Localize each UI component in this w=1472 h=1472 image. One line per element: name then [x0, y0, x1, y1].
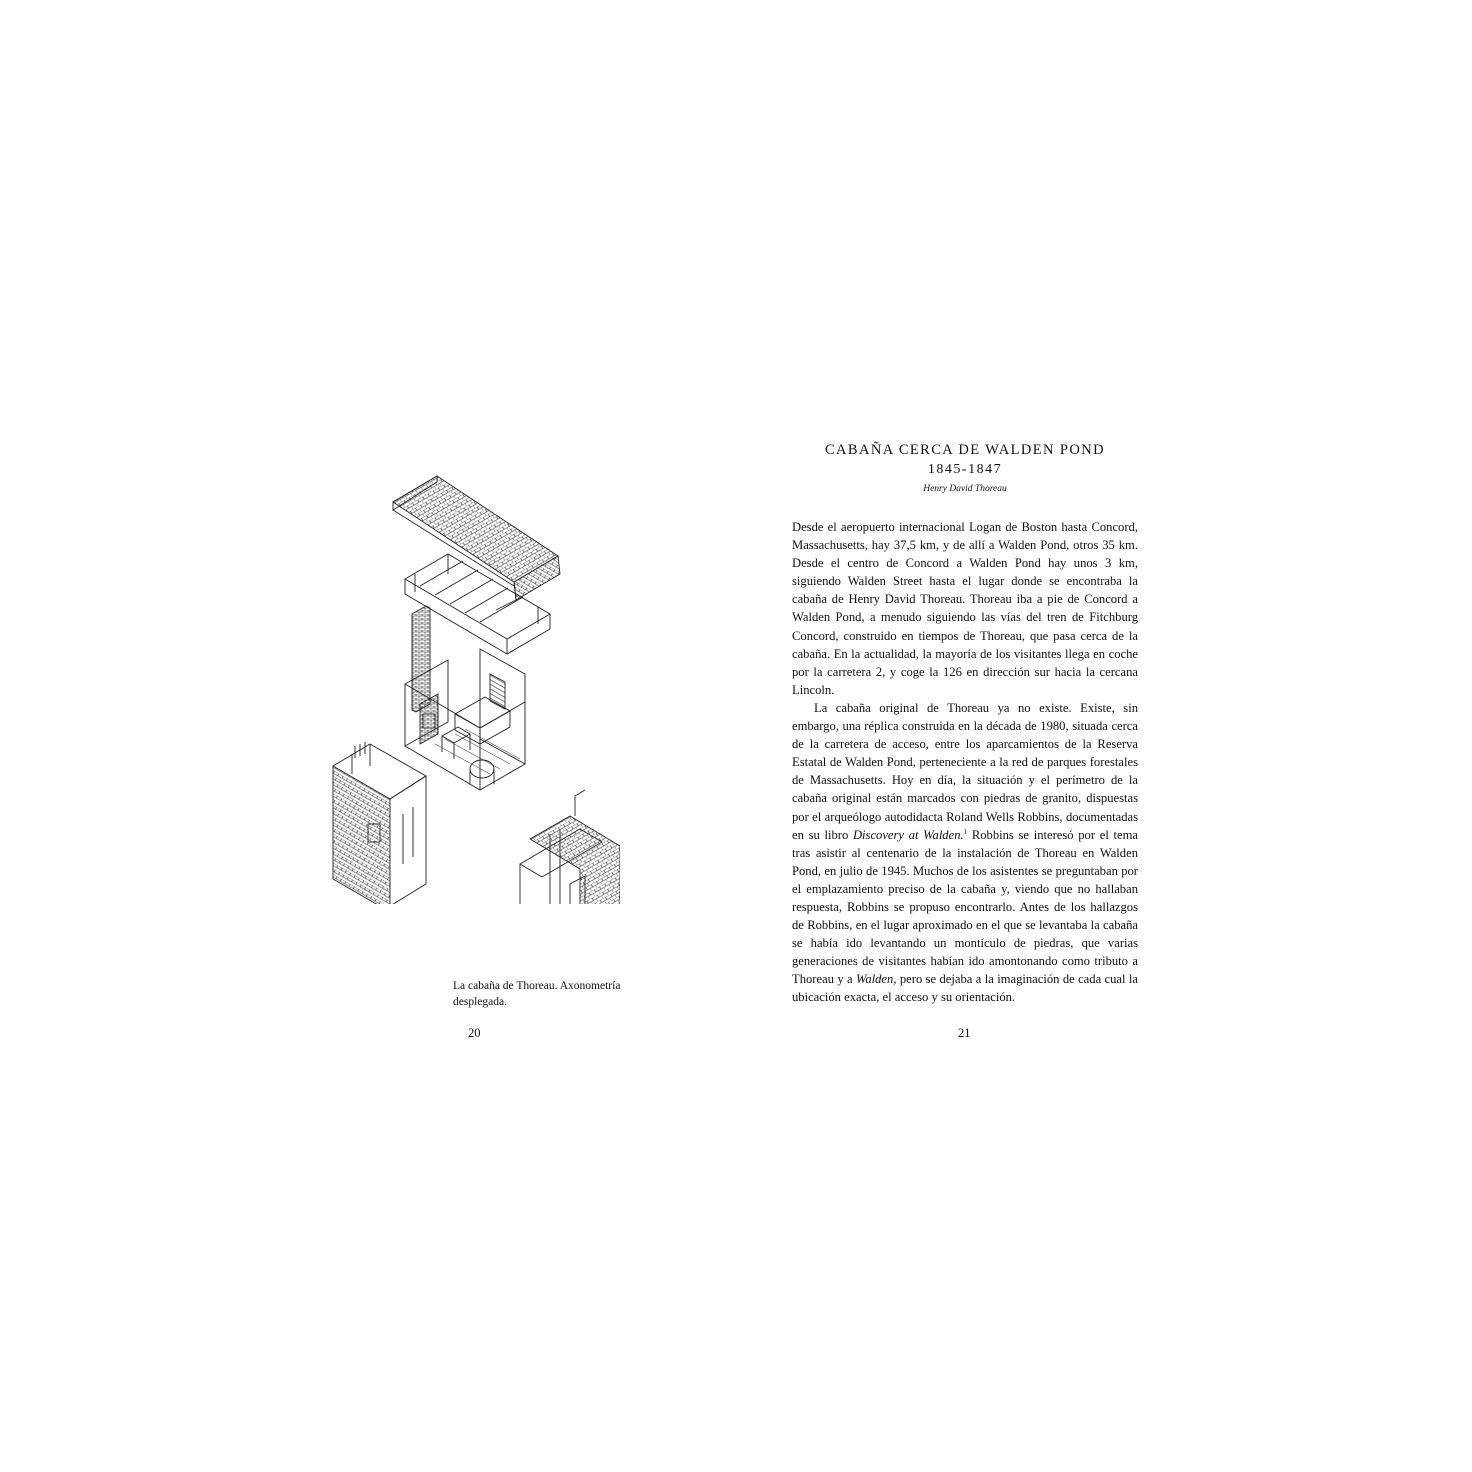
paragraph-2-part-c: , pero se dejaba a la imaginación de cada cual la ubicación exacta, el acceso y su orientación. [792, 972, 1138, 1005]
paragraph-1: Desde el aeropuerto internacional Logan de Boston hasta Concord, Massachusetts, hay 37,5 km, y de allí a Walden Pond, otros 35 km. Desde el centro de Concord a Walden Pond hay unos 3 km, siguiendo Walden Street hasta el lugar donde se encontraba la cabaña de Henry David Thoreau. Thoreau iba a pie de Concord a Walden Pond, a menudo siguiendo las vías del tren de Fitchburg Concord, construido en tiempos de Thoreau, que pasa cerca de la cabaña. En la actualidad, la mayoría de los visitantes llega en coche por la carretera 2, y coge la 126 en dirección sur hacia la cercana Lincoln. [792, 520, 1138, 697]
book-title-discovery: Discovery at Walden. [852, 827, 964, 842]
book-title-walden: Walden [856, 972, 894, 987]
exploded-axonometric-drawing [330, 474, 620, 904]
paragraph-2-part-b: Robbins se interesó por el tema tras asistir al centenario de la instalación de Thoreau en Walden Pond, en julio de 1945. Muchos de los asistentes se preguntaban por el emplazamiento preciso de la cabaña y, viendo que no hallaban respuesta, Robbins se propuso encontrarlo. Antes de los hallazgos de Robbins, en el lugar aproximado en el que se levantaba la cabaña se había ido levantando un montículo de piedras, que varias generaciones de visitantes habían ido amontonando como tributo a Thoreau y a [792, 827, 1138, 987]
figure-caption [453, 978, 653, 1010]
paragraph-2-part-a: La cabaña original de Thoreau ya no existe. Existe, sin embargo, una réplica construida en la década de 1980, situada cerca de la carretera de acceso, entre los aparcamientos de la Reserva Estatal de Walden Pond, perteneciente a la red de parques forestales de Massachusetts. Hoy en día, la situación y el perímetro de la cabaña original están marcados con piedras de granito, dispuestas por el arqueólogo autodidacta Roland Wells Robbins, documentadas en su libro [792, 700, 1138, 842]
chapter-title: CABAÑA CERCA DE WALDEN POND [824, 442, 1106, 458]
page-number-left: 20 [468, 1026, 481, 1040]
chapter-dates: 1845-1847 [927, 462, 1003, 477]
right-page [792, 440, 1138, 1007]
body-text [792, 518, 1138, 1007]
caption-line-1: La cabaña de Thoreau. Axonometría [453, 980, 621, 992]
left-page [300, 400, 700, 1060]
footnote-marker: 1 [963, 827, 968, 836]
chapter-author: Henry David Thoreau [923, 484, 1007, 494]
caption-line-2: desplegada. [453, 996, 507, 1008]
paragraph-2 [792, 699, 1138, 1007]
page-number-right: 21 [958, 1026, 971, 1040]
